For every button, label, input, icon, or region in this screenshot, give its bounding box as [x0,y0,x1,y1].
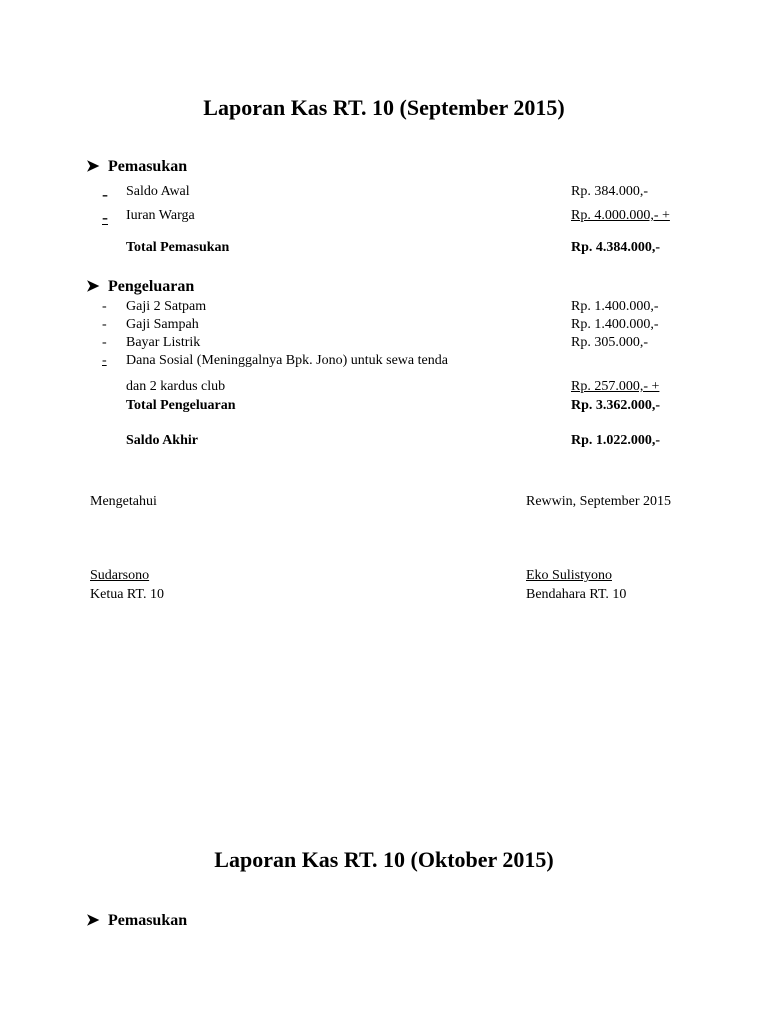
expense-heading [86,276,194,296]
expense-item-label: Gaji 2 Satpam [126,299,207,314]
list-dash: - [102,335,107,350]
arrowhead-bullet-icon: ➤ [86,278,100,295]
expense-item-label: Gaji Sampah [126,317,199,332]
income-item-amount: Rp. 4.000.000,- + [571,208,670,223]
signatory-role-treasurer: Bendahara RT. 10 [526,587,627,602]
expense-item-amount: Rp. 1.400.000,- [571,299,659,314]
signatory-name-chairman: Sudarsono [90,568,150,583]
page-title-oktober: Laporan Kas RT. 10 (Oktober 2015) [214,847,554,872]
list-dash: - [102,207,108,227]
income-heading-label: Pemasukan [108,158,188,175]
arrowhead-bullet-icon: ➤ [86,158,100,175]
expense-item-amount: Rp. 1.400.000,- [571,317,659,332]
income-heading [86,156,187,176]
expense-item-label: Dana Sosial (Meninggalnya Bpk. Jono) untuk sewa tenda [126,353,448,368]
place-date-caption: Rewwin, September 2015 [526,494,672,509]
final-balance-amount: Rp. 1.022.000,- [571,433,661,448]
income-item-label: Iuran Warga [126,208,195,223]
expense-total-label: Total Pengeluaran [126,398,236,413]
list-dash: - [102,184,108,204]
list-dash: - [102,299,107,314]
page-title-september: Laporan Kas RT. 10 (September 2015) [203,95,565,120]
oktober-income-heading-label: Pemasukan [108,912,188,929]
expense-total-amount: Rp. 3.362.000,- [571,398,661,413]
expense-item-amount: Rp. 305.000,- [571,335,648,350]
list-dash: - [102,317,107,332]
expense-item-amount: Rp. 257.000,- + [571,379,660,394]
expense-heading-label: Pengeluaran [108,278,195,295]
acknowledged-caption: Mengetahui [90,494,157,509]
arrowhead-bullet-icon: ➤ [86,912,100,929]
final-balance-label: Saldo Akhir [126,433,198,448]
oktober-income-heading [86,910,187,930]
income-item-label: Saldo Awal [126,184,190,199]
expense-item-label: Bayar Listrik [126,335,201,350]
income-item-amount: Rp. 384.000,- [571,184,648,199]
signatory-role-chairman: Ketua RT. 10 [90,587,164,602]
income-total-label: Total Pemasukan [126,240,230,255]
signatory-name-treasurer: Eko Sulistyono [526,568,612,583]
expense-item-label-continued: dan 2 kardus club [126,379,226,394]
list-dash: - [102,353,107,368]
income-total-amount: Rp. 4.384.000,- [571,240,661,255]
